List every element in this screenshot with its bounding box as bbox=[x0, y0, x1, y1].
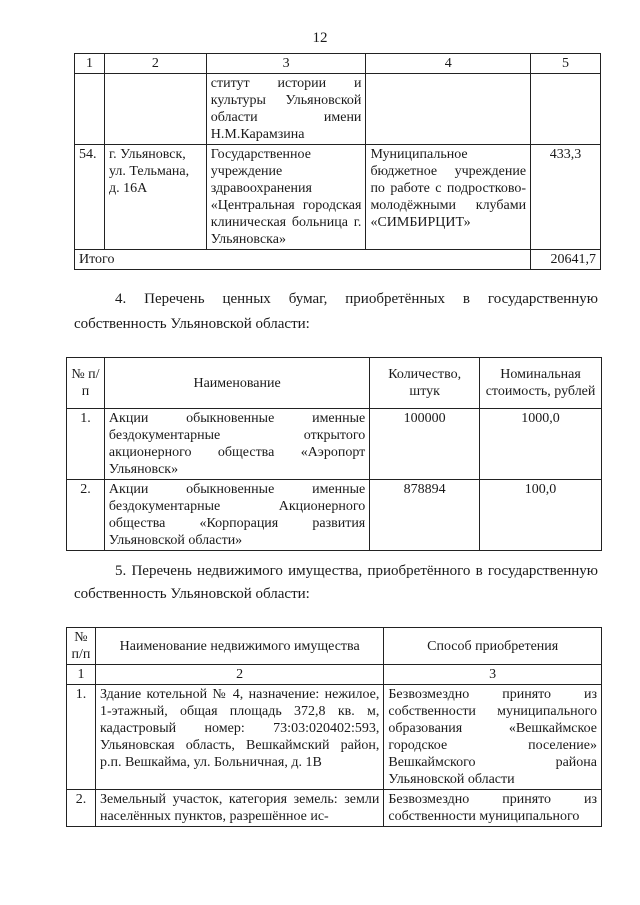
holder-cell: ститут истории и культуры Ульяновской области имени Н.М.Карамзина bbox=[206, 74, 366, 145]
recipient-cell: Муниципальное бюджетное учреждение по работе с подростково-молодёжными клубами «СИМБИРЦИТ» bbox=[366, 145, 531, 250]
total-row bbox=[75, 250, 601, 270]
securities-table bbox=[66, 357, 602, 551]
table-row bbox=[67, 480, 602, 551]
table-row bbox=[75, 145, 601, 250]
page-number: 12 bbox=[312, 30, 328, 46]
table-header-row bbox=[67, 628, 602, 665]
property-name: Здание котельной № 4, назначение: нежилое, 1-этажный, общая площадь 372,8 кв. м, кадастровый номер: 73:03:020402:593, Ульяновская область, Вешкаймский район, р.п. Вешкайма, ул. Больничная, д. 1В bbox=[95, 685, 383, 790]
total-label: Итого bbox=[75, 250, 531, 270]
nominal-cell: 100,0 bbox=[480, 480, 602, 551]
acquisition-method: Безвозмездно принято из собственности муниципального bbox=[384, 790, 602, 827]
table-row bbox=[67, 409, 602, 480]
column-number: 3 bbox=[384, 665, 602, 685]
value-cell: 433,3 bbox=[531, 145, 601, 250]
section-4-line-1: 4. Перечень ценных бумаг, приобретённых в государственную bbox=[115, 291, 598, 307]
quantity-cell: 878894 bbox=[370, 480, 480, 551]
column-header: № п/п bbox=[67, 628, 96, 665]
column-number: 5 bbox=[531, 54, 601, 74]
column-number-row bbox=[67, 665, 602, 685]
property-transfer-table bbox=[74, 53, 601, 270]
column-number: 2 bbox=[95, 665, 383, 685]
row-number: 2. bbox=[67, 480, 105, 551]
acquisition-method: Безвозмездно принято из собственности муниципального образования «Вешкаймское городское поселение» Вешкаймского района Ульяновской области bbox=[384, 685, 602, 790]
column-number-row bbox=[75, 54, 601, 74]
row-number: 1. bbox=[67, 409, 105, 480]
table-header-row bbox=[67, 358, 602, 409]
table-row bbox=[67, 790, 602, 827]
column-header: Наименование недвижимого имущества bbox=[95, 628, 383, 665]
quantity-cell: 100000 bbox=[370, 409, 480, 480]
security-name: Акции обыкновенные именные бездокументарные открытого акционерного общества «Аэропорт Ульяновск» bbox=[104, 409, 369, 480]
column-header: Номинальная стоимость, рублей bbox=[480, 358, 602, 409]
table-row bbox=[67, 685, 602, 790]
section-4-line-2: собственность Ульяновской области: bbox=[74, 316, 310, 332]
nominal-cell: 1000,0 bbox=[480, 409, 602, 480]
property-name: Земельный участок, категория земель: земли населённых пунктов, разрешённое ис- bbox=[95, 790, 383, 827]
column-header: Способ приобретения bbox=[384, 628, 602, 665]
table-row bbox=[75, 74, 601, 145]
column-number: 1 bbox=[75, 54, 105, 74]
row-number: 1. bbox=[67, 685, 96, 790]
section-5-line-1: 5. Перечень недвижимого имущества, приобретённого в государственную bbox=[115, 563, 598, 579]
address-cell: г. Ульяновск, ул. Тельмана, д. 16А bbox=[104, 145, 206, 250]
holder-cell: Государственное учреждение здравоохранения «Центральная городская клиническая больница г. Ульяновска» bbox=[206, 145, 366, 250]
column-number: 4 bbox=[366, 54, 531, 74]
column-header: Количество, штук bbox=[370, 358, 480, 409]
column-header: № п/п bbox=[67, 358, 105, 409]
row-number: 54. bbox=[75, 145, 105, 250]
real-estate-table bbox=[66, 627, 602, 827]
column-number: 3 bbox=[206, 54, 366, 74]
row-number: 2. bbox=[67, 790, 96, 827]
column-number: 2 bbox=[104, 54, 206, 74]
security-name: Акции обыкновенные именные бездокументарные Акционерного общества «Корпорация развития Ульяновской области» bbox=[104, 480, 369, 551]
column-number: 1 bbox=[67, 665, 96, 685]
section-5-line-2: собственность Ульяновской области: bbox=[74, 586, 310, 602]
column-header: Наименование bbox=[104, 358, 369, 409]
total-value: 20641,7 bbox=[531, 250, 601, 270]
